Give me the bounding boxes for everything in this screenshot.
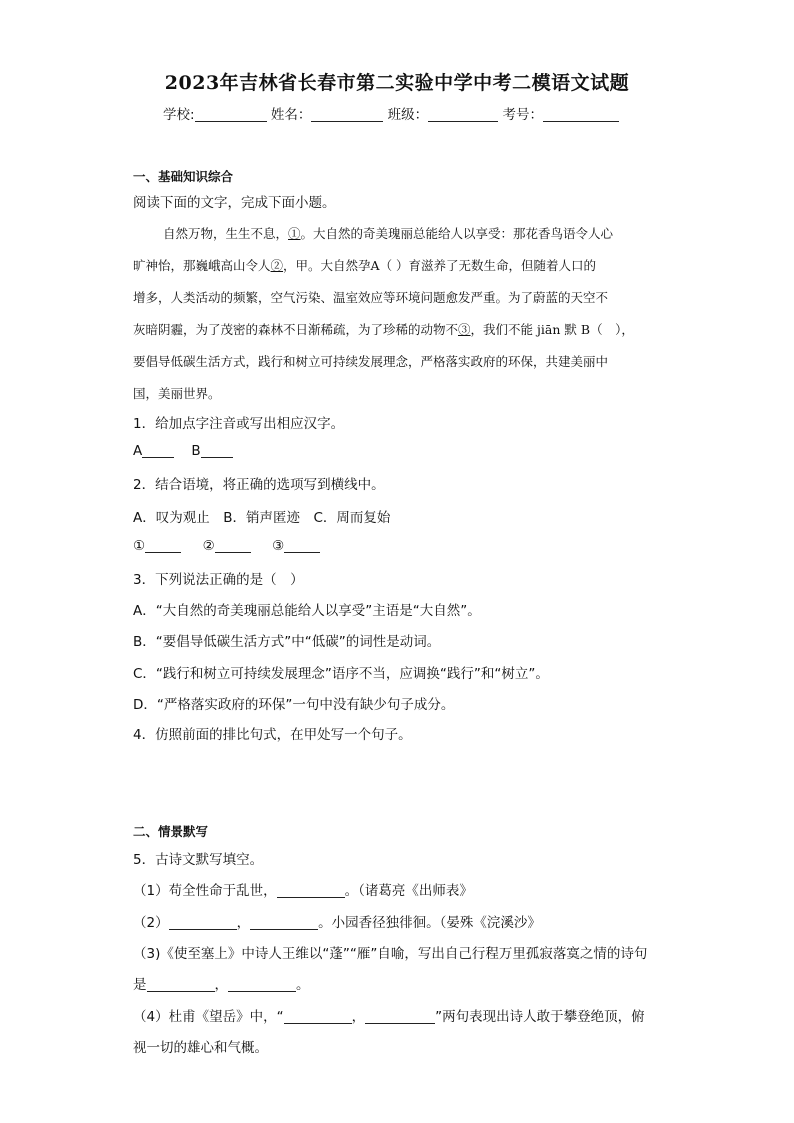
answer-blank-3[interactable] <box>284 538 320 553</box>
dictation-blank[interactable] <box>365 1009 435 1024</box>
question-3: 3．下列说法正确的是（ ） <box>133 572 304 588</box>
exam-number-label: 考号： <box>502 107 543 123</box>
dictation-blank[interactable] <box>228 977 296 992</box>
name-label: 姓名： <box>270 107 312 123</box>
dictation-blank[interactable] <box>147 977 215 992</box>
passage-line: 灰暗阴霾，为了茂密的森林不日渐稀疏，为了珍稀的动物不③，我们不能 jiān 默 B（ ）， <box>133 322 634 337</box>
name-blank[interactable] <box>311 107 383 122</box>
dictation-item-1: （1）苟全性命于乱世， 。（诸葛亮《出师表》 <box>133 883 473 899</box>
dictation-item-3-answer: 是 ， 。 <box>133 977 310 993</box>
section-heading-dictation: 二、情景默写 <box>133 824 209 839</box>
dictation-item-3: （3)《使至塞上》中诗人王维以“蓬”“雁”自喻，写出自己行程万里孤寂落寞之情的诗句 <box>133 946 648 962</box>
class-blank[interactable] <box>428 107 498 122</box>
question-3-option-b: B．“要倡导低碳生活方式”中“低碳”的词性是动词。 <box>133 634 441 650</box>
question-3-option-c: C．“践行和树立可持续发展理念”语序不当，应调换“践行”和“树立”。 <box>133 666 549 682</box>
question-3-option-a: A．“大自然的奇美瑰丽总能给人以享受”主语是“大自然”。 <box>133 603 481 619</box>
passage-line: 国，美丽世界。 <box>133 386 221 401</box>
question-1: 1．给加点字注音或写出相应汉字。 <box>133 416 345 432</box>
question-4: 4．仿照前面的排比句式，在甲处写一个句子。 <box>133 727 412 743</box>
school-label: 学校: <box>163 107 195 123</box>
pinyin-jian: jiān <box>537 322 561 337</box>
answer-blank-a[interactable] <box>142 443 174 458</box>
exam-number-blank[interactable] <box>543 107 619 122</box>
answer-blank-1[interactable] <box>145 538 181 553</box>
exam-title: 2023年吉林省长春市第二实验中学中考二模语文试题 <box>164 72 630 94</box>
question-1-answers: A B <box>133 443 233 459</box>
dictation-item-4: （4）杜甫《望岳》中，“ ， ”两句表现出诗人敢于攀登绝顶，俯 <box>133 1009 645 1025</box>
question-3-option-d: D．“严格落实政府的环保”一句中没有缺少句子成分。 <box>133 697 455 713</box>
question-2-options: A．叹为观止 B．销声匿迹 C．周而复始 <box>133 510 391 526</box>
dictation-blank[interactable] <box>169 915 237 930</box>
passage-line: 自然万物，生生不息，①。大自然的奇美瑰丽总能给人以享受：那花香鸟语令人心 <box>163 226 614 241</box>
passage-line: 要倡导低碳生活方式，践行和树立可持续发展理念，严格落实政府的环保，共建美丽中 <box>133 354 609 369</box>
question-2: 2．结合语境，将正确的选项写到横线中。 <box>133 477 385 493</box>
question-2-answers: ① ② ③ <box>133 538 320 554</box>
passage-line: 增多，人类活动的频繁，空气污染、温室效应等环境问题愈发严重。为了蔚蓝的天空不 <box>133 290 609 305</box>
dictation-item-4-cont: 视一切的雄心和气概。 <box>133 1040 268 1056</box>
dictation-blank[interactable] <box>250 915 318 930</box>
answer-blank-2[interactable] <box>215 538 251 553</box>
passage-line: 旷神怡，那巍峨高山令人②，甲。大自然孕A（ ）育滋养了无数生命，但随着人口的 <box>133 258 597 273</box>
dictation-blank[interactable] <box>284 1009 352 1024</box>
dictation-item-2: （2） ， 。小园香径独徘徊。（晏殊《浣溪沙》 <box>133 915 541 931</box>
student-info-line <box>163 103 619 123</box>
blank-marker-2: ② <box>270 258 284 273</box>
blank-marker-1: ① <box>288 226 301 241</box>
school-blank[interactable] <box>195 107 267 122</box>
dictation-blank[interactable] <box>277 883 345 898</box>
class-label: 班级： <box>387 107 429 123</box>
section-heading-basic: 一、基础知识综合 <box>133 169 234 184</box>
blank-marker-3: ③ <box>458 322 471 337</box>
answer-blank-b[interactable] <box>201 443 233 458</box>
question-5: 5．古诗文默写填空。 <box>133 852 264 868</box>
reading-instruction: 阅读下面的文字，完成下面小题。 <box>133 195 336 211</box>
